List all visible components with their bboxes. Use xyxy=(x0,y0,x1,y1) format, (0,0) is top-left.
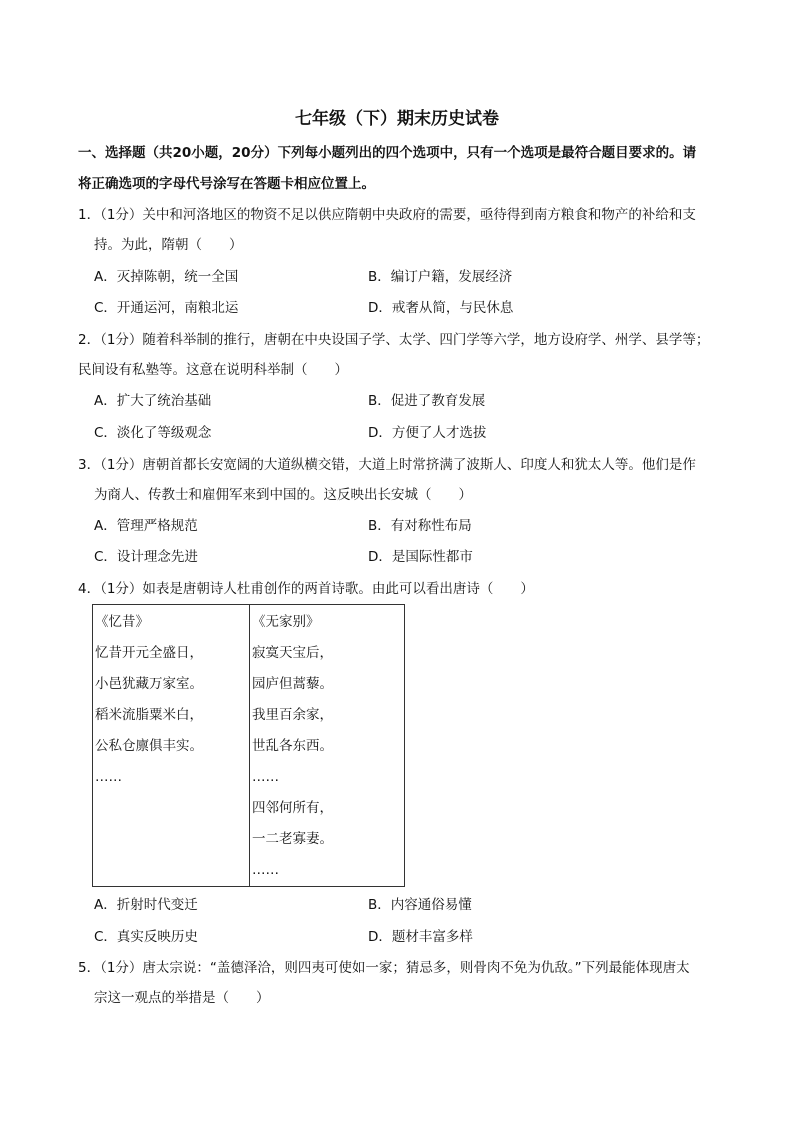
question-2-option-b: B．促进了教育发展 xyxy=(368,393,486,409)
question-4-text: 4．（1分）如表是唐朝诗人杜甫创作的两首诗歌。由此可以看出唐诗（ ） xyxy=(78,581,534,597)
question-3-option-b: B．有对称性布局 xyxy=(368,518,472,534)
question-1-option-b: B．编订户籍，发展经济 xyxy=(368,269,513,285)
question-3-option-d: D．是国际性都市 xyxy=(368,549,473,565)
question-2-text-cont: 民间设有私塾等。这意在说明科举制（ ） xyxy=(78,362,348,378)
section-heading-line-2: 将正确选项的字母代号涂写在答题卡相应位置上。 xyxy=(78,176,375,192)
question-3-option-a: A．管理严格规范 xyxy=(94,518,198,534)
question-5-text: 5．（1分）唐太宗说：“盖德泽洽，则四夷可使如一家；猜忌多，则骨肉不免为仇敌。”下列最能体现唐太 xyxy=(78,960,690,976)
question-3-text-cont: 为商人、传教士和雇佣军来到中国的。这反映出长安城（ ） xyxy=(94,487,472,503)
question-2-option-d: D．方便了人才选拔 xyxy=(368,425,487,441)
poem-left-line: …… xyxy=(95,769,122,785)
poem-right-line: 园庐但蒿藜。 xyxy=(252,676,333,692)
poem-left-line: 稻米流脂粟米白， xyxy=(95,707,203,723)
poem-column-wujiabie xyxy=(250,605,404,886)
poem-column-yixi xyxy=(93,605,250,886)
question-4-option-a: A．折射时代变迁 xyxy=(94,897,198,913)
question-5-text-cont: 宗这一观点的举措是（ ） xyxy=(94,990,270,1006)
poem-right-line: …… xyxy=(252,862,279,878)
poem-right-line: 寂寞天宝后， xyxy=(252,645,333,661)
section-heading-line-1: 一、选择题（共20小题，20分）下列每小题列出的四个选项中，只有一个选项是最符合题目要求的。请 xyxy=(78,145,697,161)
question-1-option-d: D．戒奢从简，与民休息 xyxy=(368,300,514,316)
question-3-text: 3．（1分）唐朝首都长安宽阔的大道纵横交错，大道上时常挤满了波斯人、印度人和犹太人等。他们是作 xyxy=(78,457,696,473)
question-2-option-c: C．淡化了等级观念 xyxy=(94,425,212,441)
poem-table xyxy=(92,604,405,887)
question-1-text: 1．（1分）关中和河洛地区的物资不足以供应隋朝中央政府的需要，亟待得到南方粮食和物产的补给和支 xyxy=(78,207,696,223)
poem-left-line: 忆昔开元全盛日， xyxy=(95,645,203,661)
poem-left-line: 《忆昔》 xyxy=(95,614,149,630)
poem-right-line: 我里百余家， xyxy=(252,707,333,723)
exam-title: 七年级（下）期末历史试卷 xyxy=(295,109,499,129)
section-heading xyxy=(78,138,728,200)
question-1-text-cont: 持。为此，隋朝（ ） xyxy=(94,237,243,253)
poem-right-line: 《无家别》 xyxy=(252,614,320,630)
question-4-option-c: C．真实反映历史 xyxy=(94,929,198,945)
question-1-option-a: A．灭掉陈朝，统一全国 xyxy=(94,269,239,285)
question-2-option-a: A．扩大了统治基础 xyxy=(94,393,212,409)
poem-left-line: 小邑犹藏万家室。 xyxy=(95,676,203,692)
poem-right-line: …… xyxy=(252,769,279,785)
poem-right-line: 一二老寡妻。 xyxy=(252,831,333,847)
poem-right-line: 四邻何所有， xyxy=(252,800,333,816)
question-1-option-c: C．开通运河，南粮北运 xyxy=(94,300,239,316)
question-4-option-b: B．内容通俗易懂 xyxy=(368,897,472,913)
question-4-option-d: D．题材丰富多样 xyxy=(368,929,473,945)
question-3-option-c: C．设计理念先进 xyxy=(94,549,198,565)
question-2-text: 2．（1分）随着科举制的推行，唐朝在中央设国子学、太学、四门学等六学，地方设府学、州学、县学等； xyxy=(78,332,710,348)
poem-left-line: 公私仓廪俱丰实。 xyxy=(95,738,203,754)
poem-right-line: 世乱各东西。 xyxy=(252,738,333,754)
